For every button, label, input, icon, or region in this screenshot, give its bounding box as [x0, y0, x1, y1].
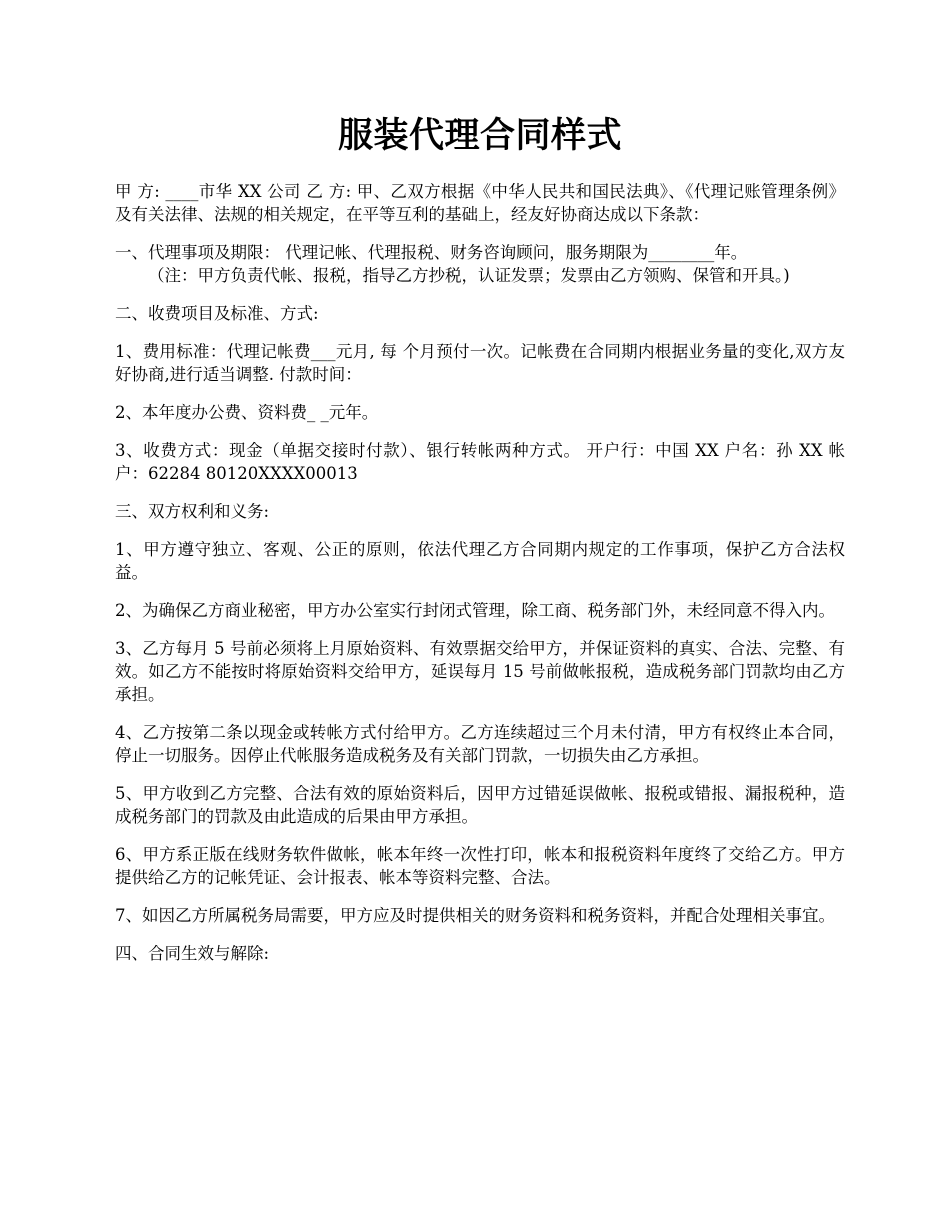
section-3-heading: 三、双方权利和义务:	[115, 502, 270, 521]
clause-3-2-paragraph: 2、为确保乙方商业秘密，甲方办公室实行封闭式管理，除工商、税务部门外，未经同意不得入内。	[115, 601, 835, 620]
section-1-heading-paragraph: 一、代理事项及期限： 代理记帐、代理报税、财务咨询顾问，服务期限为________年。	[115, 243, 748, 262]
section-4-heading: 四、合同生效与解除:	[115, 944, 270, 963]
clause-3-3-paragraph: 3、乙方每月 5 号前必须将上月原始资料、有效票据交给甲方，并保证资料的真实、合法、完整、有效。如乙方不能按时将原始资料交给甲方，延误每月 15 号前做帐报税，造成税务部门罚款均由乙方承担。	[115, 639, 845, 704]
section-1-note-paragraph: （注：甲方负责代帐、报税，指导乙方抄税，认证发票；发票由乙方领购、保管和开具。)	[148, 266, 790, 285]
clause-3-5-paragraph: 5、甲方收到乙方完整、合法有效的原始资料后，因甲方过错延误做帐、报税或错报、漏报税种，造成税务部门的罚款及由此造成的后果由甲方承担。	[115, 784, 845, 826]
preamble-paragraph: 甲 方: ____市华 XX 公司 乙 方: 甲、乙双方根据《中华人民共和国民法典》、《代理记账管理条例》及有关法律、法规的相关规定，在平等互利的基础上，经友好协商达成以下条款：	[115, 182, 845, 224]
fee-standard-paragraph: 1、费用标准：代理记帐费___元月, 每 个月预付一次。记帐费在合同期内根据业务量的变化,双方友好协商,进行适当调整. 付款时间：	[115, 342, 845, 384]
clause-3-7-paragraph: 7、如因乙方所属税务局需要，甲方应及时提供相关的财务资料和税务资料，并配合处理相关事宜。	[115, 906, 835, 925]
document-page	[115, 0, 845, 965]
section-2-heading: 二、收费项目及标准、方式:	[115, 304, 319, 323]
clause-3-6-paragraph: 6、甲方系正版在线财务软件做帐，帐本年终一次性打印，帐本和报税资料年度终了交给乙方。甲方提供给乙方的记帐凭证、会计报表、帐本等资料完整、合法。	[115, 845, 845, 887]
clause-3-4-paragraph: 4、乙方按第二条以现金或转帐方式付给甲方。乙方连续超过三个月未付清，甲方有权终止本合同，停止一切服务。因停止代帐服务造成税务及有关部门罚款，一切损失由乙方承担。	[115, 723, 845, 765]
payment-method-paragraph: 3、收费方式：现金（单据交接时付款）、银行转帐两种方式。 开户行：中国 XX 户名：孙 XX 帐户：62284 80120XXXX00013	[115, 441, 845, 483]
clause-3-1-paragraph: 1、甲方遵守独立、客观、公正的原则，依法代理乙方合同期内规定的工作事项，保护乙方合法权益。	[115, 540, 845, 582]
office-fee-paragraph: 2、本年度办公费、资料费_ _元年。	[115, 403, 379, 422]
document-title: 服装代理合同样式	[337, 115, 622, 156]
